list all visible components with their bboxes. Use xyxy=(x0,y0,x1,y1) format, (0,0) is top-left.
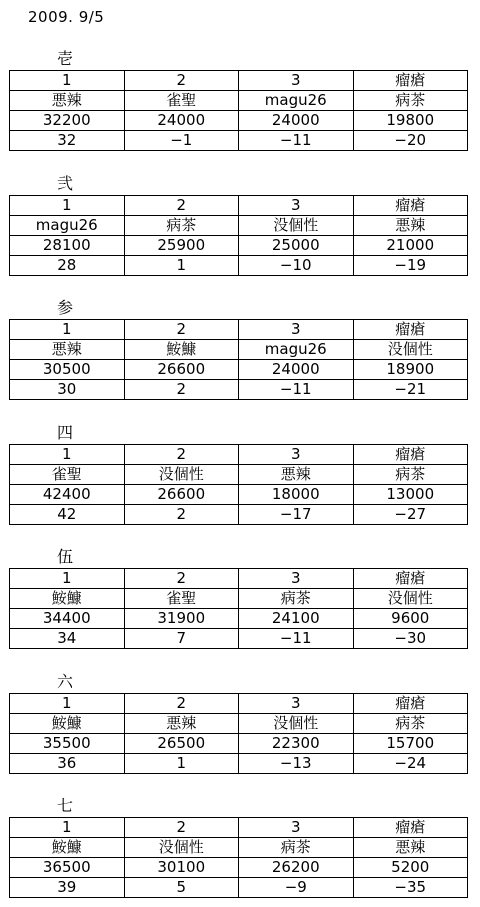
player-name-cell: 没個性 xyxy=(124,838,239,858)
score-cell: 26600 xyxy=(124,485,239,505)
score-cell: 34400 xyxy=(10,609,125,629)
points-row xyxy=(10,505,468,525)
round-label: 参 xyxy=(57,298,74,317)
round-label: 七 xyxy=(57,796,74,815)
header-cell: 1 xyxy=(10,818,125,838)
player-name-cell: 雀聖 xyxy=(124,91,239,111)
header-cell: 3 xyxy=(239,445,354,465)
score-cell: 15700 xyxy=(353,734,468,754)
table-header-row xyxy=(10,694,468,714)
player-name-cell: magu26 xyxy=(10,216,125,236)
player-name-cell: 悪辣 xyxy=(10,340,125,360)
score-cell: 9600 xyxy=(353,609,468,629)
header-cell: 瘤瘡 xyxy=(353,694,468,714)
header-cell: 1 xyxy=(10,320,125,340)
points-cell: −21 xyxy=(353,380,468,400)
player-name-cell: 病茶 xyxy=(124,216,239,236)
header-cell: 2 xyxy=(124,196,239,216)
score-cell: 5200 xyxy=(353,858,468,878)
header-cell: 2 xyxy=(124,818,239,838)
score-cell: 31900 xyxy=(124,609,239,629)
round-section xyxy=(9,672,468,774)
score-cell: 32200 xyxy=(10,111,125,131)
player-name-cell: 悪辣 xyxy=(239,465,354,485)
table-header-row xyxy=(10,569,468,589)
round-label: 六 xyxy=(57,672,74,691)
header-cell: 1 xyxy=(10,694,125,714)
round-label: 壱 xyxy=(57,49,74,68)
player-name-cell: 病茶 xyxy=(239,589,354,609)
score-cell: 36500 xyxy=(10,858,125,878)
player-name-cell: 鮟鱇 xyxy=(10,838,125,858)
round-results-table xyxy=(9,568,468,649)
points-row xyxy=(10,131,468,151)
points-cell: −11 xyxy=(239,131,354,151)
header-cell: 瘤瘡 xyxy=(353,71,468,91)
score-cell: 24000 xyxy=(239,360,354,380)
final-scores-row xyxy=(10,734,468,754)
points-cell: −17 xyxy=(239,505,354,525)
score-cell: 21000 xyxy=(353,236,468,256)
points-cell: −27 xyxy=(353,505,468,525)
table-header-row xyxy=(10,818,468,838)
player-name-cell: 鮟鱇 xyxy=(10,714,125,734)
points-cell: −30 xyxy=(353,629,468,649)
final-scores-row xyxy=(10,236,468,256)
player-name-cell: 病茶 xyxy=(353,91,468,111)
final-scores-row xyxy=(10,609,468,629)
score-cell: 22300 xyxy=(239,734,354,754)
header-cell: 2 xyxy=(124,320,239,340)
score-cell: 30100 xyxy=(124,858,239,878)
final-scores-row xyxy=(10,360,468,380)
round-results-table xyxy=(9,817,468,898)
round-section xyxy=(9,298,468,400)
header-cell: 瘤瘡 xyxy=(353,569,468,589)
player-name-cell: 没個性 xyxy=(124,465,239,485)
page-date: 2009. 9/5 xyxy=(28,8,105,26)
player-name-cell: 悪辣 xyxy=(10,91,125,111)
score-cell: 35500 xyxy=(10,734,125,754)
round-results-table xyxy=(9,319,468,400)
points-cell: −35 xyxy=(353,878,468,898)
header-cell: 3 xyxy=(239,818,354,838)
round-results-table xyxy=(9,444,468,525)
player-name-cell: 没個性 xyxy=(239,714,354,734)
score-cell: 18900 xyxy=(353,360,468,380)
player-name-cell: 悪辣 xyxy=(124,714,239,734)
player-name-cell: magu26 xyxy=(239,91,354,111)
player-names-row xyxy=(10,91,468,111)
points-cell: 30 xyxy=(10,380,125,400)
header-cell: 3 xyxy=(239,569,354,589)
points-cell: 32 xyxy=(10,131,125,151)
points-row xyxy=(10,629,468,649)
round-results-table xyxy=(9,693,468,774)
points-cell: 2 xyxy=(124,380,239,400)
round-label: 四 xyxy=(57,423,74,442)
player-name-cell: 病茶 xyxy=(239,838,354,858)
header-cell: 2 xyxy=(124,694,239,714)
header-cell: 瘤瘡 xyxy=(353,320,468,340)
round-section xyxy=(9,174,468,276)
round-results-table xyxy=(9,70,468,151)
points-cell: −11 xyxy=(239,380,354,400)
round-section xyxy=(9,423,468,525)
round-section xyxy=(9,49,468,151)
player-name-cell: 雀聖 xyxy=(124,589,239,609)
header-cell: 3 xyxy=(239,320,354,340)
points-cell: −19 xyxy=(353,256,468,276)
header-cell: 1 xyxy=(10,196,125,216)
score-cell: 24100 xyxy=(239,609,354,629)
score-cell: 26200 xyxy=(239,858,354,878)
header-cell: 3 xyxy=(239,694,354,714)
points-cell: −13 xyxy=(239,754,354,774)
player-names-row xyxy=(10,340,468,360)
points-row xyxy=(10,380,468,400)
score-cell: 18000 xyxy=(239,485,354,505)
header-cell: 3 xyxy=(239,196,354,216)
points-cell: −9 xyxy=(239,878,354,898)
player-name-cell: magu26 xyxy=(239,340,354,360)
score-cell: 25900 xyxy=(124,236,239,256)
table-header-row xyxy=(10,196,468,216)
points-cell: −10 xyxy=(239,256,354,276)
score-cell: 24000 xyxy=(124,111,239,131)
points-cell: 36 xyxy=(10,754,125,774)
player-name-cell: 病茶 xyxy=(353,714,468,734)
header-cell: 瘤瘡 xyxy=(353,445,468,465)
points-cell: 42 xyxy=(10,505,125,525)
table-header-row xyxy=(10,71,468,91)
points-cell: −20 xyxy=(353,131,468,151)
player-name-cell: 鮟鱇 xyxy=(10,589,125,609)
round-results-table xyxy=(9,195,468,276)
header-cell: 2 xyxy=(124,71,239,91)
points-cell: 2 xyxy=(124,505,239,525)
round-label: 伍 xyxy=(57,547,74,566)
points-row xyxy=(10,256,468,276)
final-scores-row xyxy=(10,485,468,505)
header-cell: 瘤瘡 xyxy=(353,196,468,216)
points-row xyxy=(10,754,468,774)
player-name-cell: 雀聖 xyxy=(10,465,125,485)
score-cell: 13000 xyxy=(353,485,468,505)
points-row xyxy=(10,878,468,898)
points-cell: 34 xyxy=(10,629,125,649)
player-names-row xyxy=(10,465,468,485)
points-cell: 1 xyxy=(124,256,239,276)
points-cell: 7 xyxy=(124,629,239,649)
score-cell: 42400 xyxy=(10,485,125,505)
round-section xyxy=(9,547,468,649)
header-cell: 1 xyxy=(10,569,125,589)
player-names-row xyxy=(10,216,468,236)
table-header-row xyxy=(10,445,468,465)
points-cell: 28 xyxy=(10,256,125,276)
header-cell: 1 xyxy=(10,71,125,91)
round-label: 弐 xyxy=(57,174,74,193)
header-cell: 2 xyxy=(124,445,239,465)
player-name-cell: 鮟鱇 xyxy=(124,340,239,360)
player-names-row xyxy=(10,589,468,609)
score-cell: 30500 xyxy=(10,360,125,380)
table-header-row xyxy=(10,320,468,340)
score-cell: 19800 xyxy=(353,111,468,131)
header-cell: 2 xyxy=(124,569,239,589)
player-name-cell: 悪辣 xyxy=(353,838,468,858)
player-names-row xyxy=(10,714,468,734)
score-cell: 25000 xyxy=(239,236,354,256)
header-cell: 1 xyxy=(10,445,125,465)
points-cell: 39 xyxy=(10,878,125,898)
header-cell: 瘤瘡 xyxy=(353,818,468,838)
score-cell: 26500 xyxy=(124,734,239,754)
final-scores-row xyxy=(10,111,468,131)
score-cell: 26600 xyxy=(124,360,239,380)
points-cell: −24 xyxy=(353,754,468,774)
player-name-cell: 没個性 xyxy=(239,216,354,236)
score-cell: 28100 xyxy=(10,236,125,256)
player-name-cell: 没個性 xyxy=(353,340,468,360)
round-section xyxy=(9,796,468,898)
points-cell: 1 xyxy=(124,754,239,774)
player-name-cell: 没個性 xyxy=(353,589,468,609)
player-name-cell: 悪辣 xyxy=(353,216,468,236)
header-cell: 3 xyxy=(239,71,354,91)
final-scores-row xyxy=(10,858,468,878)
points-cell: −11 xyxy=(239,629,354,649)
points-cell: 5 xyxy=(124,878,239,898)
player-name-cell: 病茶 xyxy=(353,465,468,485)
points-cell: −1 xyxy=(124,131,239,151)
score-cell: 24000 xyxy=(239,111,354,131)
player-names-row xyxy=(10,838,468,858)
